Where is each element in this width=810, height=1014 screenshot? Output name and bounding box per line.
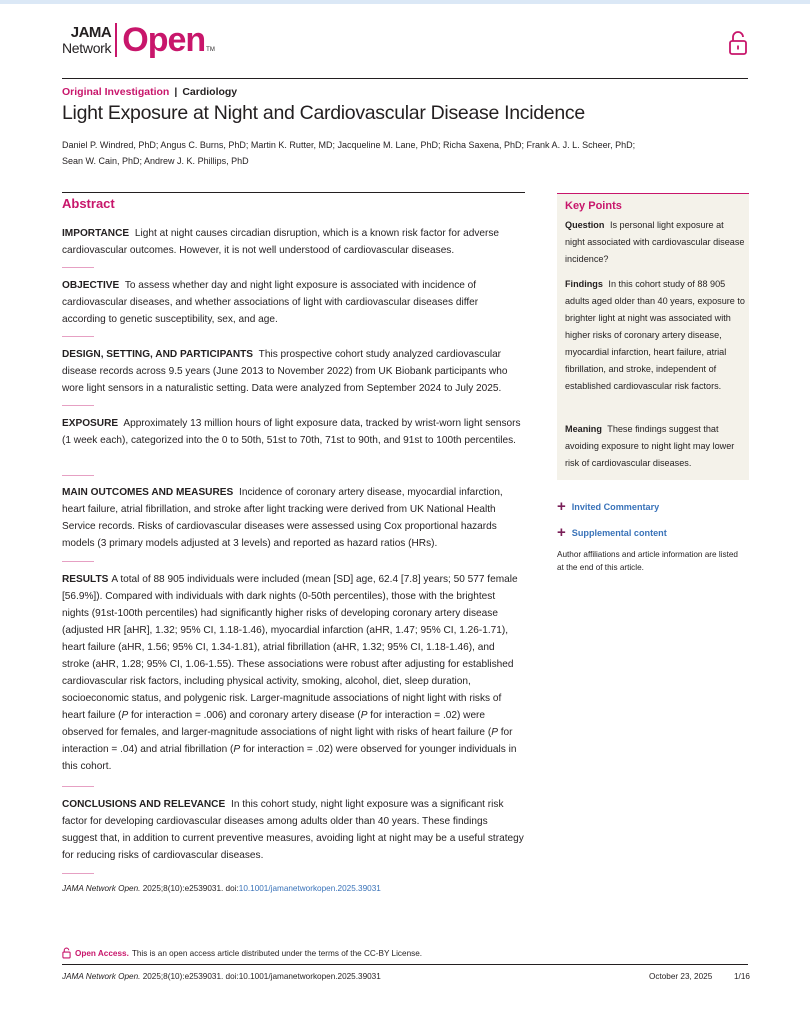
p-symbol: P [233, 744, 241, 755]
section-divider [62, 873, 94, 874]
logo-divider [115, 23, 117, 57]
open-access-text: This is an open access article distributed under the terms of the CC-BY License. [131, 948, 423, 958]
open-lock-icon [62, 947, 71, 959]
p-symbol: P [491, 727, 498, 738]
abstract-heading: Abstract [62, 196, 115, 211]
exposure-text: Approximately 13 million hours of light exposure data, tracked by wrist-worn light sensors (1 week each), categorized into the 0 to 50th, 51st to 70th, 71st to 90th, and 91st to 100th percentiles. [62, 418, 521, 446]
results-text-b: for interaction = .006) and coronary artery disease ( [128, 710, 361, 721]
logo-tm-text: TM [206, 47, 215, 53]
plus-icon: + [557, 498, 566, 515]
importance-label: IMPORTANCE [62, 228, 130, 239]
logo-wordmark [62, 25, 111, 55]
abstract-design [62, 346, 524, 397]
author-line-2: Sean W. Cain, PhD; Andrew J. K. Phillips, PhD [62, 156, 249, 166]
footer-ref: 2025;8(10):e2539031. doi:10.1001/jamanetworkopen.2025.39031 [140, 972, 381, 981]
supplemental-content-link[interactable] [557, 525, 667, 540]
logo-jama-text: JAMA [70, 24, 112, 41]
findings-text: In this cohort study of 88 905 adults aged older than 40 years, exposure to brighter light at night was associated with higher risks of coronary artery disease, myocardial infarction, heart failure, atrial fibrillation, and stroke, independent of established cardiovascular risk factors. [565, 279, 745, 391]
p-symbol: P [360, 710, 368, 721]
section-divider [62, 786, 94, 787]
author-line-1: Daniel P. Windred, PhD; Angus C. Burns, PhD; Martin K. Rutter, MD; Jacqueline M. Lane, PhD; Richa Saxena, PhD; Frank A. J. L. Scheer, PhD; [62, 140, 636, 150]
findings-label: Findings [565, 279, 603, 289]
exposure-label: EXPOSURE [62, 418, 119, 429]
open-access-notice [62, 947, 422, 959]
footer-citation [62, 972, 381, 981]
article-section-label [62, 86, 237, 98]
conclusions-label: CONCLUSIONS AND RELEVANCE [62, 799, 226, 810]
conclusions-text: In this cohort study, night light exposure was a significant risk factor for developing cardiovascular diseases among adults older than 40 years. These findings suggest that, in addition to current preventive measures, avoiding light at night may be a useful strategy for reducing risks of cardiovascular diseases. [62, 799, 524, 861]
article-category[interactable]: Cardiology [182, 86, 238, 98]
affiliations-note: Author affiliations and article information are listed at the end of this article. [557, 550, 738, 572]
open-lock-icon [728, 30, 748, 56]
section-divider [62, 561, 94, 562]
meaning-text: These findings suggest that avoiding exposure to night light may lower risk of cardiovascular diseases. [565, 424, 735, 468]
importance-text: Light at night causes circadian disruption, which is a known risk factor for adverse cardiovascular outcomes. However, it is not well understood of cardiovascular diseases. [62, 228, 500, 256]
abstract-importance [62, 225, 524, 259]
footer-rule [62, 964, 748, 965]
abstract-results [62, 571, 524, 775]
header-rule [62, 78, 748, 79]
invited-commentary-link[interactable] [557, 499, 659, 514]
citation-ref: 2025;8(10):e2539031. doi: [140, 884, 239, 893]
objective-text: To assess whether day and night light exposure is associated with incidence of cardiovascular diseases, and whether associations of light with cardiovascular diseases differ according to genetic susceptibility, sex, and age. [62, 280, 479, 325]
results-text-c: for interaction = .02) were observed for females, and larger-magnitude associations of night light with risks of heart failure ( [62, 710, 492, 738]
abstract-conclusions [62, 796, 524, 864]
results-label: RESULTS [62, 574, 109, 585]
jama-network-open-logo[interactable] [62, 22, 215, 58]
outcomes-text: Incidence of coronary artery disease, myocardial infarction, heart failure, atrial fibrillation, and stroke after light tracking were derived from UK National Health Service records. Risks of cardiovascular diseases were assessed using Cox proportional hazards models (3 primary models adjusted at 3 levels) and reported as hazard ratios (HRs). [62, 487, 503, 549]
results-text-a: A total of 88 905 individuals were included (mean [SD] age, 62.4 [7.8] years; 50 577 female [56.9%]). Compared with individuals with dark nights (0-50th percentiles), those with the brightest nights (91st-100th percentiles) had significantly higher risks of developing coronary artery disease (adjusted HR [aHR], 1.32; 95% CI, 1.18-1.46), myocardial infarction (aHR, 1.47; 95% CI, 1.26-1.71), heart failure (aHR, 1.56; 95% CI, 1.34-1.81), atrial fibrillation (aHR, 1.32; 95% CI, 1.18-1.46), and stroke (aHR, 1.28; 95% CI, 1.06-1.55). These associations were robust after adjusting for established cardiovascular risk factors, including physical activity, smoking, alcohol, diet, sleep duration, socioeconomic status, and polygenic risk. Larger-magnitude associations of night light with risks of heart failure ( [62, 574, 518, 721]
key-points-heading: Key Points [565, 200, 622, 212]
key-points-rule [557, 193, 749, 194]
section-separator: | [174, 86, 178, 98]
question-label: Question [565, 220, 605, 230]
key-points-question [565, 217, 745, 268]
objective-label: OBJECTIVE [62, 280, 120, 291]
doi-link[interactable]: 10.1001/jamanetworkopen.2025.39031 [238, 884, 381, 893]
citation-journal: JAMA Network Open. [62, 884, 141, 893]
supplemental-content-label: Supplemental content [571, 527, 667, 538]
section-divider [62, 405, 94, 406]
top-accent-bar [0, 0, 810, 4]
p-symbol: P [121, 710, 129, 721]
article-citation [62, 884, 381, 893]
abstract-exposure [62, 415, 524, 449]
key-points-findings [565, 276, 745, 395]
footer-page-number: 1/16 [734, 972, 750, 981]
footer-date: October 23, 2025 [649, 972, 713, 981]
design-text: This prospective cohort study analyzed cardiovascular disease records across 9.5 years (June 2013 to November 2022) from UK Biobank participants who wore light sensors in a naturalistic setting. Data were analyzed from September 2024 to July 2025. [62, 349, 508, 394]
meaning-label: Meaning [565, 424, 602, 434]
abstract-outcomes [62, 484, 524, 552]
open-access-label: Open Access. [75, 948, 129, 958]
outcomes-label: MAIN OUTCOMES AND MEASURES [62, 487, 234, 498]
question-text: Is personal light exposure at night associated with cardiovascular disease incidence? [565, 220, 745, 264]
logo-network-text: Network [62, 40, 112, 56]
results-text-e: for interaction = .02) were observed for younger individuals in this cohort. [62, 744, 517, 772]
section-divider [62, 267, 94, 268]
logo-open-text: Open [122, 21, 206, 59]
author-list [62, 137, 662, 169]
section-divider [62, 336, 94, 337]
article-type[interactable]: Original Investigation [62, 86, 170, 98]
article-title: Light Exposure at Night and Cardiovascular Disease Incidence [62, 102, 585, 124]
footer-journal: JAMA Network Open. [62, 972, 141, 981]
plus-icon: + [557, 524, 566, 541]
key-points-meaning [565, 421, 745, 472]
design-label: DESIGN, SETTING, AND PARTICIPANTS [62, 349, 254, 360]
abstract-objective [62, 277, 524, 328]
results-text-d: for interaction = .04) and atrial fibrillation ( [62, 727, 513, 755]
section-divider [62, 475, 94, 476]
invited-commentary-label: Invited Commentary [571, 501, 660, 512]
abstract-rule [62, 192, 525, 193]
